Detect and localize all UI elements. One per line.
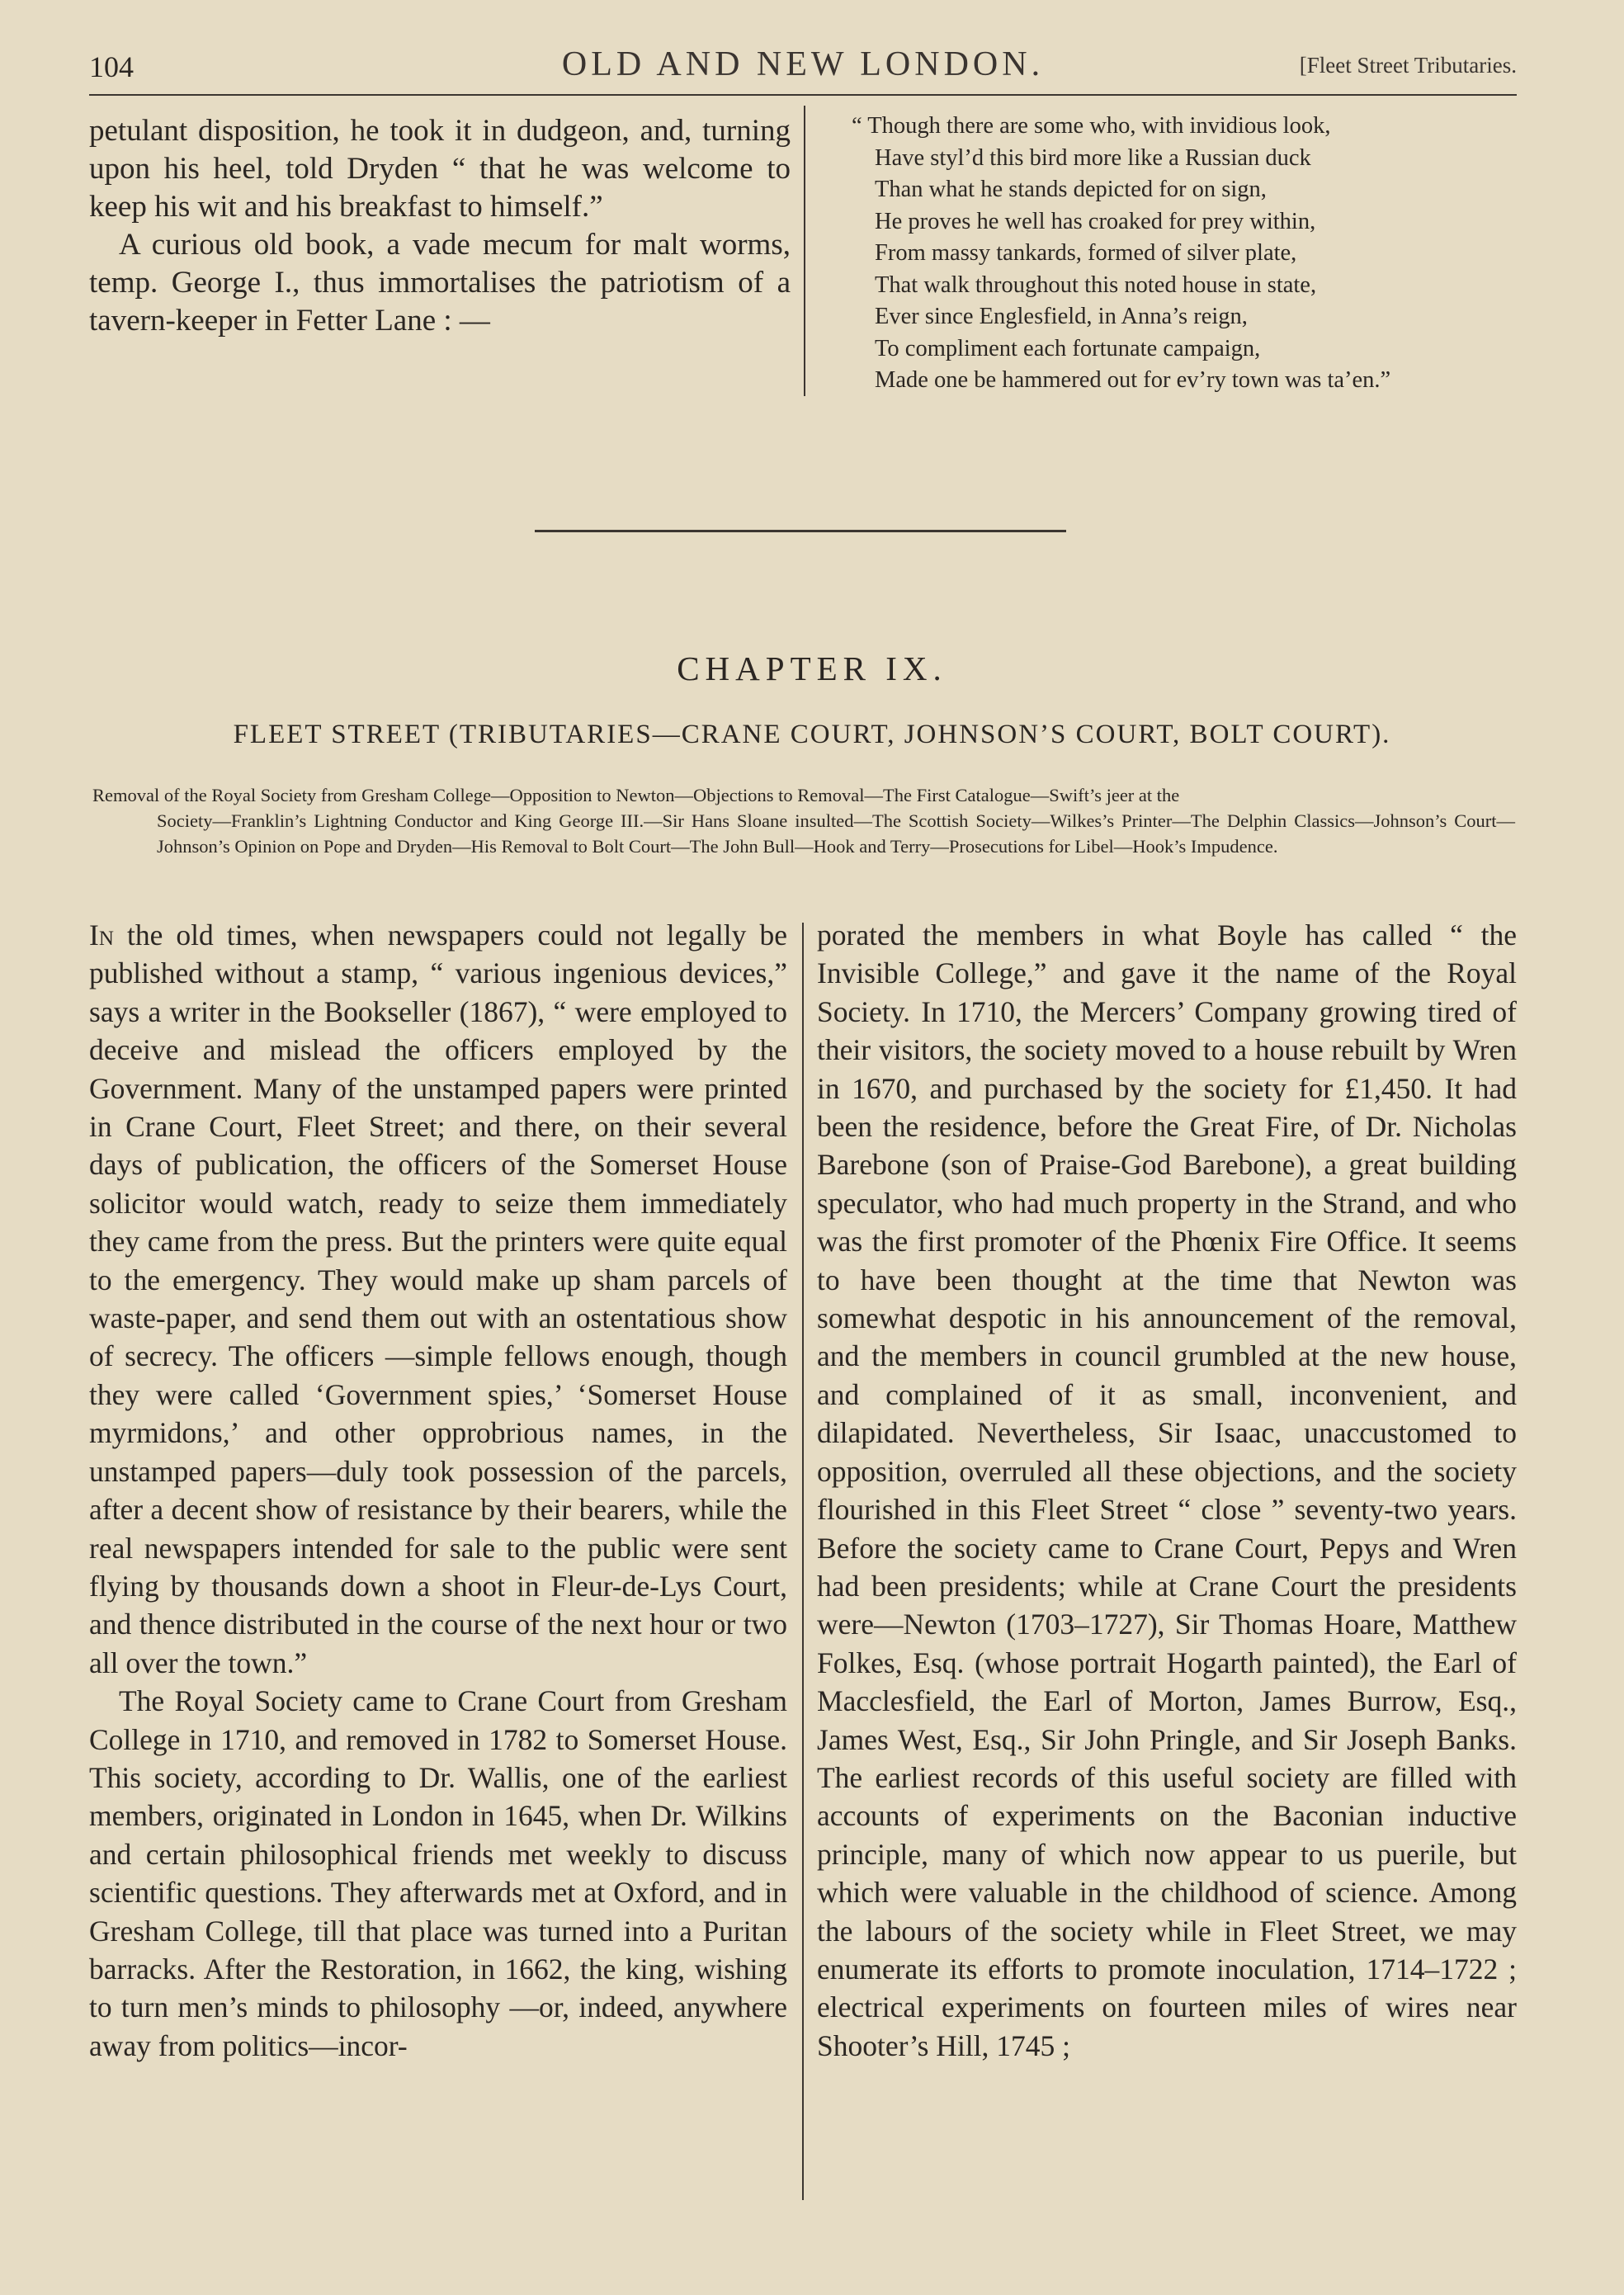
drop-word: In: [89, 918, 114, 952]
verse-line: “ Though there are some who, with invidious look,: [852, 113, 1331, 139]
verse-line: That walk throughout this noted house in state,: [875, 272, 1317, 298]
book-title: OLD AND NEW LONDON.: [561, 45, 1045, 83]
chapter-number: CHAPTER IX.: [677, 649, 947, 687]
top-left-column: [89, 112, 791, 340]
column-divider: [804, 106, 805, 396]
column-divider: [802, 923, 804, 2200]
paragraph: A curious old book, a vade mecum for malt worms, temp. George I., thus immortalises the patriotism of a tavern-keeper in Fetter Lane : —: [89, 228, 791, 338]
header-rule: [89, 94, 1517, 96]
paragraph: The Royal Society came to Crane Court from Gresham College in 1710, and removed in 1782 to Somerset House. This society, according to Dr. Wallis, one of the earliest members, originated in London in 1645, when Dr. Wilkins and certain philosophical friends met weekly to discuss scientific questions. They afterwards met at Oxford, and in Gresham College, till that place was turned into a Puritan barracks. After the Restoration, in 1662, the king, wishing to turn men’s minds to philosophy —or, indeed, anywhere away from politics—incor-: [89, 1684, 787, 2062]
page-number: 104: [89, 50, 134, 83]
section-title: [Fleet Street Tributaries.: [1299, 53, 1517, 78]
verse-line: Made one be hammered out for ev’ry town was ta’en.”: [875, 367, 1391, 393]
verse-line: From massy tankards, formed of silver plate,: [875, 240, 1297, 266]
running-head: [89, 38, 1517, 87]
right-column: [817, 916, 1517, 2065]
summary-first-line: Removal of the Royal Society from Gresham College—Opposition to Newton—Objections to Removal—The First Catalogue—Swift’s jeer at the: [92, 785, 1180, 805]
chapter-summary: [92, 782, 1515, 859]
verse-line: Have styl’d this bird more like a Russian duck: [875, 144, 1311, 171]
verse-line: Ever since Englesfield, in Anna’s reign,: [875, 304, 1248, 329]
verse-line: To compliment each fortunate campaign,: [875, 335, 1261, 361]
verse-quotation: [852, 111, 1528, 397]
paragraph: porated the members in what Boyle has called “ the Invisible College,” and gave it the name of the Royal Society. In 1710, the Mercers’ Company growing tired of their visitors, the society moved to a house rebuilt by Wren in 1670, and purchased by the society for £1,450. It had been the residence, before the Great Fire, of Dr. Nicholas Barebone (son of Praise-God Barebone), a great building speculator, who had much property in the Strand, and who was the first promoter of the Phœnix Fire Office. It seems to have been thought at the time that Newton was somewhat despotic in his announcement of the removal, and the members in council grumbled at the new house, and complained of it as small, inconvenient, and dilapidated. Nevertheless, Sir Isaac, unaccustomed to opposition, overruled all these objections, and the society flourished in this Fleet Street “ close ” seventy-two years. Before the society came to Crane Court, Pepys and Wren had been presidents; while at Crane Court the presidents were—Newton (1703–1727), Sir Thomas Hoare, Matthew Folkes, Esq. (whose portrait Hogarth painted), the Earl of Macclesfield, the Earl of Morton, James Burrow, Esq., James West, Esq., Sir John Pringle, and Sir Joseph Banks. The earliest records of this useful society are filled with accounts of experiments on the Baconian inductive principle, many of which now appear to us puerile, but which were valuable in the childhood of science. Among the labours of the society while in Fleet Street, we may enumerate its efforts to promote inoculation, 1714–1722 ; electrical experiments on fourteen miles of wires near Shooter’s Hill, 1745 ;: [817, 918, 1517, 2062]
verse-line: Than what he stands depicted for on sign,: [875, 177, 1267, 202]
paragraph-text: the old times, when newspapers could not legally be published without a stamp, “ various ingenious devices,” says a writer in the Bookseller (1867), “ were employed to deceive and mislead the officers employed by the Government. Many of the unstamped papers were printed in Crane Court, Fleet Street; and there, on their several days of publication, the officers of the Somerset House solicitor would watch, ready to seize them immediately they came from the press. But the printers were quite equal to the emergency. They would make up sham parcels of waste-paper, and send them out with an ostentatious show of secrecy. The officers —simple fellows enough, though they were called ‘Government spies,’ ‘Somerset House myrmidons,’ and other opprobrious names, in the unstamped papers—duly took possession of the parcels, after a decent show of resistance by their bearers, while the real newspapers intended for sale to the public were sent flying by thousands down a shoot in Fleur-de-Lys Court, and thence distributed in the course of the next hour or two all over the town.”: [89, 918, 787, 1679]
chapter-title: FLEET STREET (TRIBUTARIES—CRANE COURT, JOHNSON’S COURT, BOLT COURT).: [233, 720, 1391, 749]
summary-continuation: Society—Franklin’s Lightning Conductor and King George III.—Sir Hans Sloane insulted—The Scottish Society—Wilkes’s Printer—The Delphin Classics—Johnson’s Court—Johnson’s Opinion on Pope and Dryden—His Removal to Bolt Court—The John Bull—Hook and Terry—Prosecutions for Libel—Hook’s Impudence.: [157, 810, 1515, 857]
paragraph: [89, 916, 787, 1682]
paragraph: petulant disposition, he took it in dudgeon, and, turning upon his heel, told Dryden “ that he was welcome to keep his wit and his breakfast to himself.”: [89, 114, 791, 224]
section-separator: [535, 530, 1066, 532]
verse-line: He proves he well has croaked for prey within,: [875, 208, 1316, 234]
left-column: [89, 916, 787, 2065]
